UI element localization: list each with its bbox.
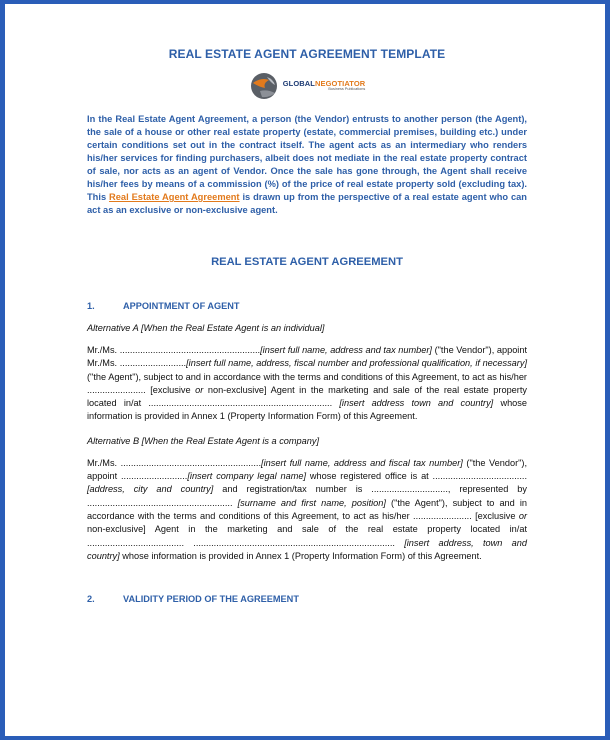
section-2-heading bbox=[87, 594, 527, 604]
alt-a-text-1: Mr./Ms. ....................................................... bbox=[87, 345, 261, 355]
section-1-number: 1. bbox=[87, 301, 95, 311]
alt-b-text-3: whose registered office is at ..................................... bbox=[306, 471, 528, 482]
alt-b-placeholder-3: [address, city and country] bbox=[87, 484, 214, 495]
section-2-title: VALIDITY PERIOD OF THE AGREEMENT bbox=[123, 594, 299, 605]
logo-name-global: GLOBAL bbox=[282, 78, 315, 88]
alt-a-placeholder-2: [insert full name, address, fiscal number and professional qualification, if necessary] bbox=[186, 358, 527, 369]
alt-b-text-7: whose information is provided in Annex 1 (Property Information Form) of this Agreement. bbox=[119, 550, 482, 561]
alt-a-text-4: non-exclusive] Agent in the marketing and sale of the real estate property located in/at ........................................................................ bbox=[87, 384, 527, 409]
alt-b-text-5: ("the Agent"), subject to and in accordance with the terms and conditions of this Agreement, to act as his/her ....................... [exclusive bbox=[87, 497, 527, 521]
alt-a-placeholder-1: [insert full name, address and tax number] bbox=[260, 345, 432, 355]
alt-b-text-2: ("the Vendor"), appoint .......................... bbox=[87, 457, 527, 482]
alternative-b-condition: [When the Real Estate Agent is a company] bbox=[141, 435, 320, 446]
document-page bbox=[5, 4, 605, 736]
alt-a-text-5: whose information is provided in Annex 1 (Property Information Form) of this Agreement. bbox=[87, 398, 527, 422]
alternative-b-label bbox=[87, 436, 527, 446]
alternative-a-paragraph bbox=[87, 344, 527, 424]
alt-a-text-3: ("the Agent"), subject to and in accordance with the terms and conditions of this Agreement, to act as his/her ....................... [exclusive bbox=[87, 371, 527, 395]
alt-b-text-1: Mr./Ms. ....................................................... bbox=[87, 457, 262, 468]
globe-logo-icon bbox=[249, 71, 279, 101]
alt-b-text-6: non-exclusive] Agent in the marketing and sale of the real estate property located in/at ...................................... ............................................................................... bbox=[87, 524, 527, 548]
intro-text-before: In the Real Estate Agent Agreement, a person (the Vendor) entrusts to another person (the Agent), the sale of a house or other real estate property (estate, commercial premises, building etc.) under certain conditions set out in the contract itself. The agent acts as an intermediary who renders his/her services for finding purchasers, albeit does not mediate in the real estate property contract of sale, nor acts as an agent of Vendor. Once the sale has gone through, the Agent shall receive his/her fees by means of a commission (%) of the price of real estate property sold (excluding tax). This bbox=[87, 114, 527, 202]
alt-a-placeholder-3: [insert address town and country] bbox=[339, 398, 494, 409]
logo-tagline: Business Publications bbox=[328, 87, 366, 92]
logo-name-negotiator: NEGOTIATOR bbox=[314, 78, 366, 88]
section-2-number: 2. bbox=[87, 594, 95, 605]
intro-text-after: is drawn up from the perspective of a real estate agent who can act as an exclusive or non-exclusive agent. bbox=[87, 192, 527, 215]
agreement-subtitle: REAL ESTATE AGENT AGREEMENT bbox=[211, 256, 403, 268]
alt-b-or: or bbox=[518, 510, 527, 521]
alt-b-text-4: and registration/tax number is .............................., represented by ......................................................... bbox=[87, 484, 527, 508]
section-1-title: APPOINTMENT OF AGENT bbox=[123, 301, 240, 311]
alt-b-placeholder-1: [insert full name, address and fiscal tax number] bbox=[261, 457, 463, 468]
alt-b-placeholder-2: [insert company legal name] bbox=[187, 471, 307, 482]
alternative-b-name: Alternative B bbox=[87, 435, 140, 446]
alt-b-placeholder-5: [insert address, town and country] bbox=[87, 537, 528, 561]
agreement-link[interactable]: Real Estate Agent Agreement bbox=[109, 192, 240, 202]
alternative-a-label bbox=[87, 323, 527, 333]
alt-a-text-2: ("the Vendor"), appoint Mr./Ms. .......................... bbox=[87, 345, 528, 369]
alternative-a-name: Alternative A bbox=[87, 323, 139, 333]
alt-b-placeholder-4: [surname and first name, position] bbox=[237, 497, 386, 508]
section-1-heading bbox=[87, 301, 527, 311]
document-title: REAL ESTATE AGENT AGREEMENT TEMPLATE bbox=[168, 47, 446, 61]
alternative-a-condition: [When the Real Estate Agent is an individual] bbox=[140, 323, 325, 333]
alternative-b-paragraph bbox=[87, 457, 527, 563]
alt-a-or: or bbox=[195, 384, 204, 395]
logo bbox=[87, 70, 527, 102]
logo-text bbox=[283, 80, 366, 92]
intro-paragraph bbox=[87, 113, 527, 217]
